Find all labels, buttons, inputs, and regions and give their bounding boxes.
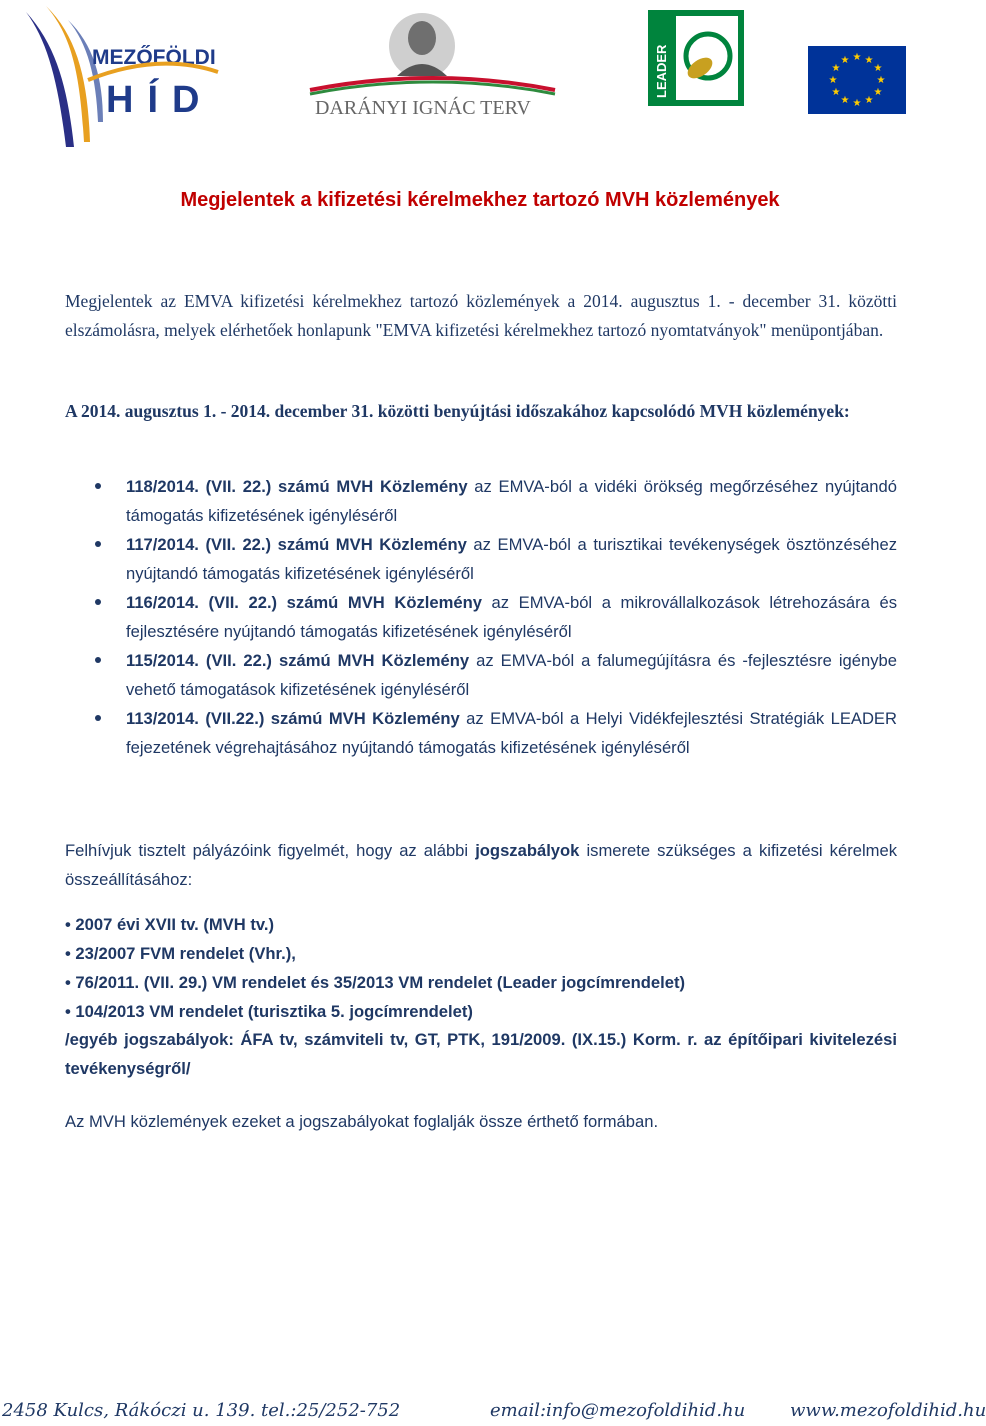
svg-text:★: ★ <box>873 87 883 98</box>
footer-website[interactable]: www.mezofoldihid.hu <box>790 1400 986 1421</box>
other-laws-paragraph: /egyéb jogszabályok: ÁFA tv, számviteli tv, GT, PTK, 191/2009. (IX.15.) Korm. r. az építőipari kivitelezési tevékenységről/ <box>65 1030 897 1078</box>
svg-text:★: ★ <box>864 95 874 106</box>
svg-text:★: ★ <box>873 63 883 74</box>
law-item: • 23/2007 FVM rendelet (Vhr.), <box>65 944 296 963</box>
announcement-number: 117/2014. (VII. 22.) számú MVH Közlemény <box>126 535 467 554</box>
list-item <box>95 472 897 530</box>
mezofoldi-hid-logo <box>18 2 223 152</box>
call-text-bold: jogszabályok <box>475 841 580 860</box>
call-text-after: ismerete szükséges a kifizetési kérelmek összeállításához: <box>65 841 897 889</box>
leader-logo <box>648 10 744 106</box>
announcement-number: 118/2014. (VII. 22.) számú MVH Közlemény <box>126 477 468 496</box>
list-item <box>95 646 897 704</box>
svg-text:★: ★ <box>840 95 850 106</box>
announcement-description: az EMVA-ból a Helyi Vidékfejlesztési Stratégiák LEADER fejezetének végrehajtásához nyújtandó támogatás kifizetésének igényléséről <box>126 709 897 757</box>
announcement-description: az EMVA-ból a turisztikai tevékenységek ösztönzéséhez nyújtandó támogatás kifizetésének igényléséről <box>126 535 897 583</box>
svg-text:★: ★ <box>876 75 886 86</box>
daranyi-ignac-terv-logo <box>305 8 560 123</box>
svg-text:★: ★ <box>852 52 862 63</box>
announcement-description: az EMVA-ból a vidéki örökség megőrzéséhez nyújtandó támogatás kifizetésének igényléséről <box>126 477 897 525</box>
announcement-description: az EMVA-ból a mikrovállalkozások létrehozására és fejlesztésére nyújtandó támogatás kifizetésének igényléséről <box>126 593 897 641</box>
law-item: • 76/2011. (VII. 29.) VM rendelet és 35/2013 VM rendelet (Leader jogcímrendelet) <box>65 973 686 992</box>
intro-paragraph: Megjelentek az EMVA kifizetési kérelmekhez tartozó közlemények a 2014. augusztus 1. - december 31. közötti elszámolásra, melyek elérhetőek honlapunk "EMVA kifizetési kérelmekhez tartozó nyomtatványok" menüpontjában. <box>65 291 897 340</box>
svg-text:★: ★ <box>852 98 862 109</box>
svg-text:★: ★ <box>840 55 850 66</box>
law-item: • 2007 évi XVII tv. (MVH tv.) <box>65 915 275 934</box>
svg-text:★: ★ <box>828 75 838 86</box>
announcement-number: 115/2014. (VII. 22.) számú MVH Közlemény <box>126 651 470 670</box>
svg-text:★: ★ <box>831 63 841 74</box>
logo-text-hid: HÍD <box>106 79 214 121</box>
announcement-description: az EMVA-ból a falumegújításra és -fejlesztésre igénybe vehető támogatások kifizetésének igényléséről <box>126 651 897 699</box>
logo-text-top: MEZŐFÖLDI <box>92 46 216 69</box>
footer-address: 2458 Kulcs, Rákóczi u. 139. tel.:25/252-752 <box>2 1400 401 1421</box>
list-item <box>95 530 897 588</box>
call-text-before: Felhívjuk tisztelt pályázóink figyelmét, hogy az alábbi <box>65 841 476 860</box>
svg-text:★: ★ <box>831 87 841 98</box>
law-list <box>65 910 897 1026</box>
eu-flag-logo <box>808 46 906 114</box>
announcement-number: 116/2014. (VII. 22.) számú MVH Közlemény <box>126 593 482 612</box>
announcement-list <box>95 472 897 762</box>
footer-email[interactable]: email:info@mezofoldihid.hu <box>490 1400 746 1421</box>
announcement-number: 113/2014. (VII.22.) számú MVH Közlemény <box>126 709 460 728</box>
call-paragraph <box>65 836 897 894</box>
page-title: Megjelentek a kifizetési kérelmekhez tartozó MVH közlemények <box>180 189 780 211</box>
list-item <box>95 704 897 762</box>
leader-logo-text: LEADER <box>654 44 669 98</box>
law-item: • 104/2013 VM rendelet (turisztika 5. jogcímrendelet) <box>65 1002 473 1021</box>
svg-text:★: ★ <box>864 55 874 66</box>
closing-paragraph: Az MVH közlemények ezeket a jogszabályokat foglalják össze érthető formában. <box>65 1112 659 1131</box>
daranyi-logo-text: DARÁNYI IGNÁC TERV <box>315 97 531 119</box>
period-heading: A 2014. augusztus 1. - 2014. december 31. közötti benyújtási időszakához kapcsolódó MVH közlemények: <box>65 401 850 421</box>
list-item <box>95 588 897 646</box>
